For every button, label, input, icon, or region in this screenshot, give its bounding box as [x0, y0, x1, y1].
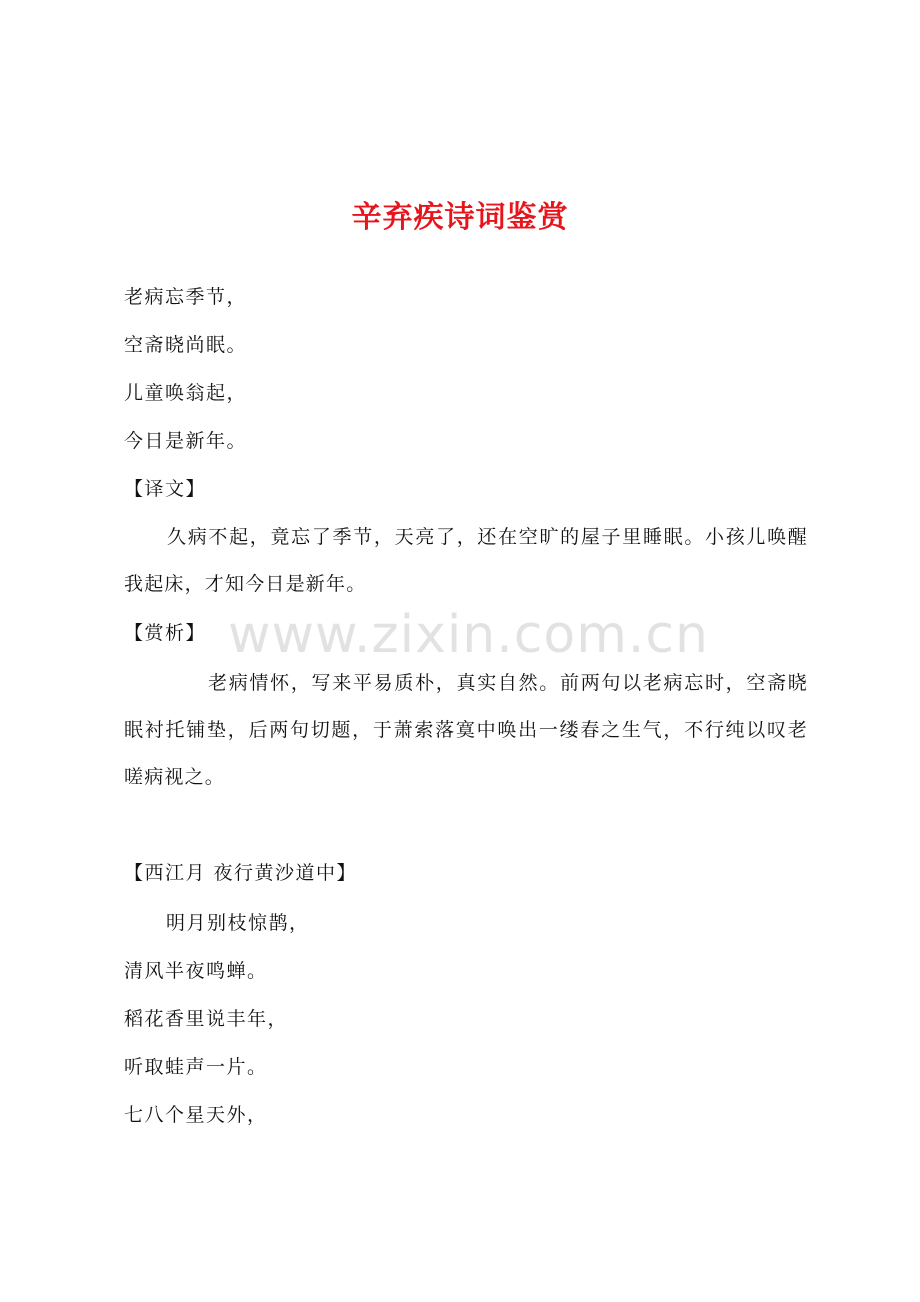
translation-text: 久病不起，竟忘了季节，天亮了，还在空旷的屋子里睡眠。小孩儿唤醒我起床，才知今日是新年。: [124, 526, 808, 595]
poem2-line-2: 清风半夜鸣蝉。: [124, 960, 268, 982]
appreciation-text: 老病情怀，写来平易质朴，真实自然。前两句以老病忘时，空斋晓眠衬托铺垫，后两句切题，于萧索落寞中唤出一缕春之生气，不行纯以叹老嗟病视之。: [124, 672, 808, 788]
poem2-line-4: 听取蛙声一片。: [124, 1056, 268, 1078]
translation-heading: 【译文】: [124, 478, 207, 500]
appreciation-heading: 【赏析】: [124, 622, 207, 644]
poem1-line-2: 空斋晓尚眠。: [124, 334, 248, 356]
document-title: 辛弃疾诗词鉴赏: [351, 200, 569, 235]
site-watermark: www.zixin.com.cn: [228, 605, 709, 665]
poem2-line-1: 明月别枝惊鹊，: [166, 912, 310, 934]
poem1-line-4: 今日是新年。: [124, 430, 248, 452]
poem1-line-1: 老病忘季节，: [124, 286, 248, 308]
poem2-line-5: 七八个星天外，: [124, 1104, 268, 1126]
poem1-line-3: 儿童唤翁起，: [124, 382, 248, 404]
poem2-line-3: 稻花香里说丰年，: [124, 1008, 289, 1030]
poem2-heading: 【西江月 夜行黄沙道中】: [124, 862, 358, 884]
